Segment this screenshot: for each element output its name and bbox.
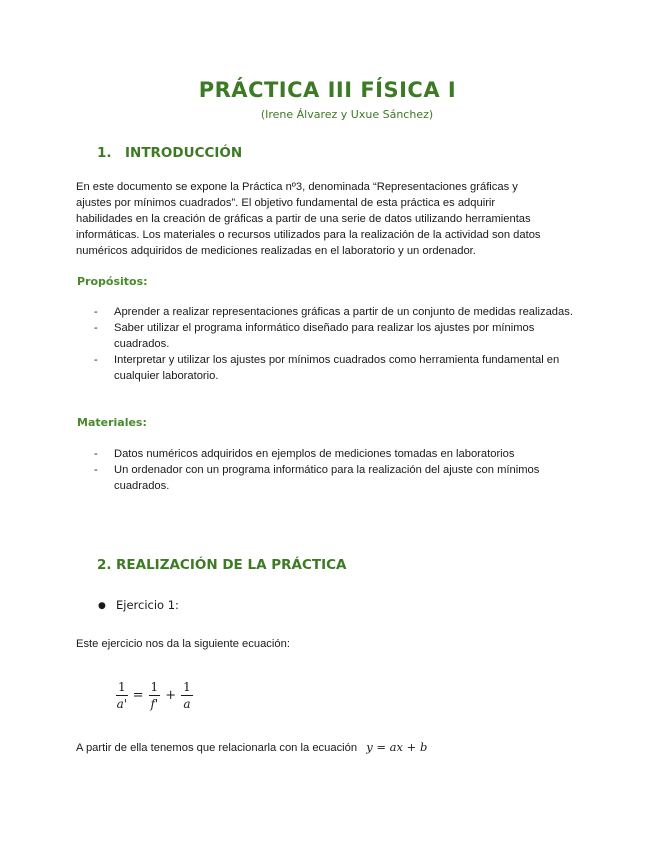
list-item: - Aprender a realizar representaciones gráficas a partir de un conjunto de medidas realizadas.	[94, 304, 574, 320]
section-1-heading	[97, 145, 242, 161]
document-authors: (Irene Álvarez y Uxue Sánchez)	[260, 108, 434, 121]
materials-heading: Materiales:	[77, 416, 147, 429]
list-item: - Un ordenador con un programa informático para la realización del ajuste con mínimos cuadrados.	[94, 462, 574, 494]
intro-paragraph	[76, 179, 576, 259]
document-title: PRÁCTICA III FÍSICA I	[198, 78, 457, 102]
lens-equation	[116, 680, 193, 711]
section-2-heading	[97, 557, 346, 573]
section-1-number: 1.	[97, 145, 112, 161]
intro-line: numéricos adquiridos de mediciones realizadas en el laboratorio y un ordenador.	[76, 245, 476, 257]
list-item: - Interpretar y utilizar los ajustes por mínimos cuadrados como herramienta fundamental en cualquier laboratorio.	[94, 352, 574, 384]
purposes-heading: Propósitos:	[77, 275, 148, 288]
relation-paragraph	[76, 739, 596, 756]
exercise-1-item	[98, 598, 179, 612]
section-2-title: REALIZACIÓN DE LA PRÁCTICA	[116, 557, 347, 573]
intro-line: habilidades en la creación de gráficas a partir de una serie de datos utilizando herramientas	[76, 213, 531, 225]
bullet-icon: ●	[98, 601, 106, 611]
intro-line: informáticas. Los materiales o recursos utilizados para la realización de la actividad son datos	[76, 229, 541, 241]
fraction-1-over-f-prime: $\frac{1}{f'}$	[150, 680, 159, 711]
intro-line: ajustes por mínimos cuadrados”. El objetivo fundamental de esta práctica es adquirir	[76, 197, 496, 209]
list-item: - Saber utilizar el programa informático diseñado para realizar los ajustes por mínimos cuadrados.	[94, 320, 574, 352]
section-1-title: INTRODUCCIÓN	[125, 145, 243, 161]
materials-list	[94, 446, 574, 494]
section-2-number: 2.	[97, 557, 112, 573]
purposes-list	[94, 304, 574, 384]
plus-sign: +	[165, 688, 177, 703]
fraction-1-over-a-prime: $\frac{1}{a'}$	[116, 680, 128, 711]
relation-text: A partir de ella tenemos que relacionarla con la ecuación	[76, 742, 358, 754]
linear-equation: y = ax + b	[366, 740, 428, 754]
exercise-text: Este ejercicio nos da la siguiente ecuación:	[76, 638, 290, 650]
exercise-1-label: Ejercicio 1:	[116, 598, 179, 612]
equals-sign: =	[132, 688, 144, 703]
intro-line: En este documento se expone la Práctica nº3, denominada “Representaciones gráficas y	[76, 181, 518, 193]
list-item: - Datos numéricos adquiridos en ejemplos de mediciones tomadas en laboratorios	[94, 446, 574, 462]
fraction-1-over-a: $\frac{1}{a}$	[183, 680, 191, 711]
